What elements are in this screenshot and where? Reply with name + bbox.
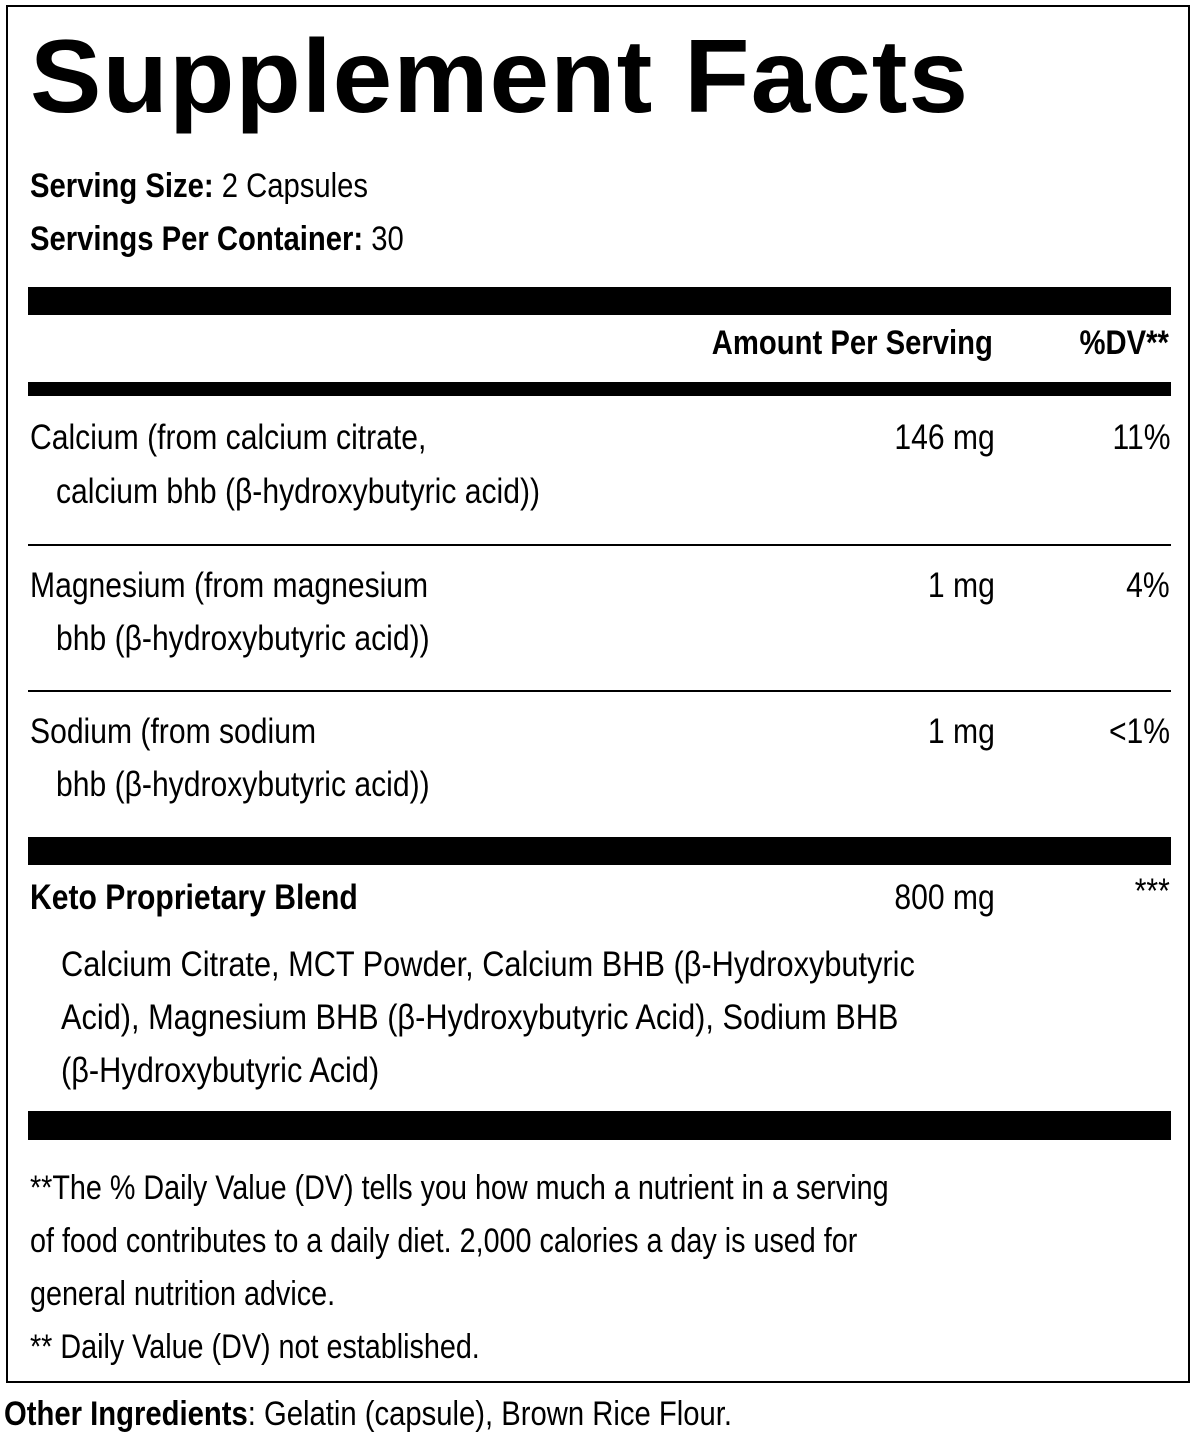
blend-amount: 800 mg — [894, 878, 995, 917]
serving-size-value: 2 Capsules — [213, 167, 369, 205]
thick-divider — [28, 287, 1171, 315]
row-divider — [28, 544, 1171, 546]
other-ingredients-value: : Gelatin (capsule), Brown Rice Flour. — [247, 1395, 732, 1433]
blend-name: Keto Proprietary Blend — [30, 878, 358, 917]
amount-per-serving-header: Amount Per Serving — [711, 324, 993, 362]
nutrient-amount: 1 mg — [928, 566, 995, 605]
other-ingredients — [4, 1395, 732, 1434]
footnote-line: **The % Daily Value (DV) tells you how much a nutrient in a serving — [30, 1169, 889, 1207]
nutrient-name-line1: Sodium (from sodium — [30, 712, 317, 751]
servings-per-container-value: 30 — [363, 220, 404, 258]
nutrient-name-line2: bhb (β-hydroxybutyric acid)) — [56, 765, 430, 804]
footnotes — [30, 1162, 1129, 1374]
nutrient-amount: 146 mg — [894, 418, 995, 457]
serving-size-label: Serving Size: — [30, 167, 214, 205]
servings-per-container — [30, 220, 404, 259]
blend-ingredients-line: (β-Hydroxybutyric Acid) — [61, 1051, 380, 1090]
footnote-line: general nutrition advice. — [30, 1275, 336, 1313]
blend-ingredients-line: Acid), Magnesium BHB (β-Hydroxybutyric Acid), Sodium BHB — [61, 998, 899, 1037]
blend-dv: *** — [1134, 872, 1170, 911]
row-divider — [28, 690, 1171, 692]
nutrient-dv: 4% — [1126, 566, 1170, 605]
servings-per-container-label: Servings Per Container: — [30, 220, 364, 258]
blend-ingredients-line: Calcium Citrate, MCT Powder, Calcium BHB (β-Hydroxybutyric — [61, 945, 915, 984]
panel-title: Supplement Facts — [30, 19, 970, 135]
blend-ingredients — [61, 938, 1097, 1097]
nutrient-name-line1: Magnesium (from magnesium — [30, 566, 429, 605]
thick-divider — [28, 1111, 1171, 1140]
dv-header: %DV** — [1079, 324, 1169, 362]
nutrient-name-line2: bhb (β-hydroxybutyric acid)) — [56, 619, 430, 658]
footnote-line: ** Daily Value (DV) not established. — [30, 1328, 480, 1366]
nutrient-dv: 11% — [1111, 418, 1170, 457]
medium-divider — [28, 382, 1171, 396]
footnote-line: of food contributes to a daily diet. 2,000 calories a day is used for — [30, 1222, 858, 1260]
thick-divider — [28, 837, 1171, 865]
nutrient-dv: <1% — [1108, 712, 1170, 751]
nutrient-name-line2: calcium bhb (β-hydroxybutyric acid)) — [56, 472, 541, 511]
serving-size — [30, 167, 368, 206]
nutrient-name-line1: Calcium (from calcium citrate, — [30, 418, 427, 457]
nutrient-amount: 1 mg — [928, 712, 995, 751]
other-ingredients-label: Other Ingredients — [4, 1395, 248, 1433]
